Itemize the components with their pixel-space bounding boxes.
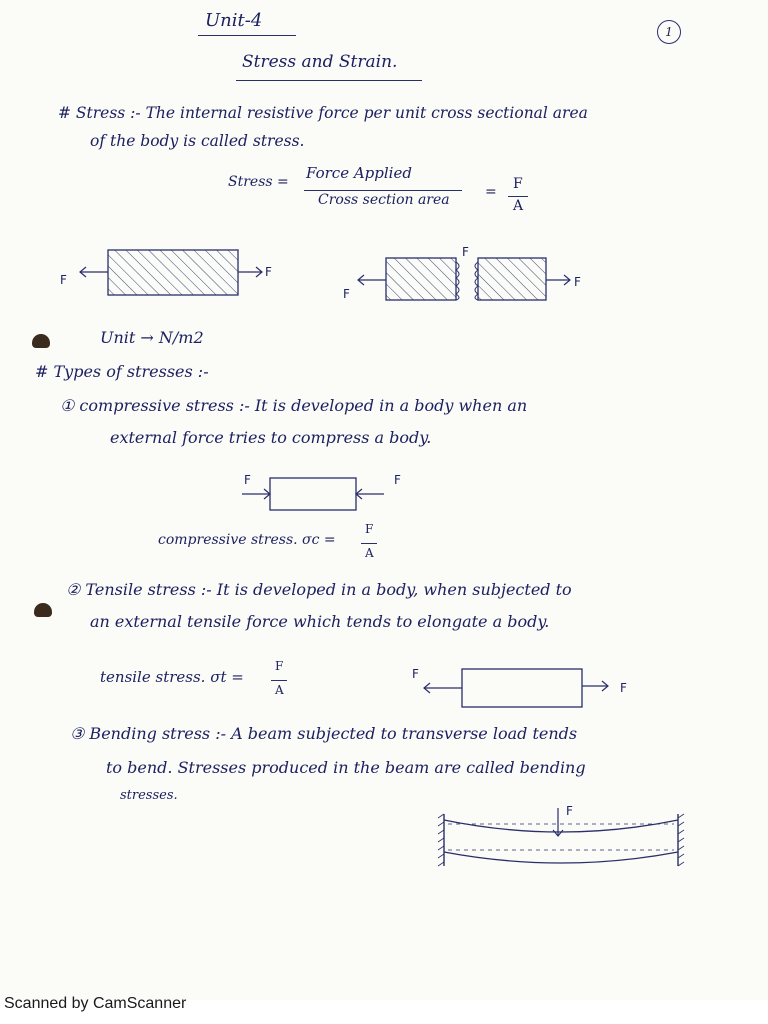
- force-label-bending: F: [566, 804, 573, 818]
- stress-unit: Unit → N/m2: [100, 328, 204, 347]
- stress-definition-line1: # Stress :- The internal resistive force per unit cross sectional area: [58, 104, 588, 122]
- tensile-line1: ② Tensile stress :- It is developed in a body, when subjected to: [66, 580, 572, 599]
- force-label-tensile-left: F: [412, 667, 419, 681]
- compressive-line1: ① compressive stress :- It is developed in a body when an: [60, 396, 528, 415]
- tensile-line2: an external tensile force which tends to elongate a body.: [90, 612, 550, 631]
- stress-formula-f: F: [513, 176, 523, 192]
- force-label-right: F: [265, 265, 272, 279]
- force-label-tensile-right: F: [620, 681, 627, 695]
- types-heading: # Types of stresses :-: [35, 362, 209, 381]
- stress-formula-lhs: Stress =: [228, 174, 289, 190]
- tensile-frac-f: F: [275, 659, 284, 673]
- force-label-compress-left: F: [244, 473, 251, 487]
- force-label-left: F: [60, 273, 67, 287]
- force-label-right-2: F: [574, 275, 581, 289]
- stress-formula-equals: =: [485, 184, 497, 200]
- bending-line1: ③ Bending stress :- A beam subjected to transverse load tends: [70, 724, 578, 743]
- force-label-top: F: [462, 245, 469, 259]
- bending-line2: to bend. Stresses produced in the beam are called bending: [106, 758, 586, 777]
- stress-formula-numerator: Force Applied: [306, 164, 412, 182]
- stress-formula-a: A: [513, 198, 524, 214]
- tension-bar-diagram: [60, 250, 272, 295]
- compressive-formula: compressive stress. σc =: [158, 532, 336, 548]
- page-number: 1: [657, 20, 681, 44]
- compressive-diagram: [242, 473, 401, 510]
- compressive-line2: external force tries to compress a body.: [110, 428, 432, 447]
- tensile-formula: tensile stress. σt =: [100, 668, 244, 686]
- bending-line3: stresses.: [120, 788, 178, 803]
- scanner-footer: Scanned by CamScanner: [4, 995, 187, 1012]
- cut-bar-diagram: [343, 245, 581, 301]
- compressive-frac-f: F: [365, 522, 374, 536]
- page-title: Stress and Strain.: [242, 52, 398, 72]
- unit-heading: Unit-4: [205, 10, 263, 31]
- stress-definition-line2: of the body is called stress.: [90, 132, 305, 150]
- force-label-left-2: F: [343, 287, 350, 301]
- compressive-frac-a: A: [365, 546, 374, 560]
- stress-formula-denominator: Cross section area: [318, 192, 450, 208]
- tensile-diagram: [412, 667, 627, 707]
- bending-beam-diagram: [438, 804, 684, 866]
- tensile-frac-a: A: [275, 683, 284, 697]
- force-label-compress-right: F: [394, 473, 401, 487]
